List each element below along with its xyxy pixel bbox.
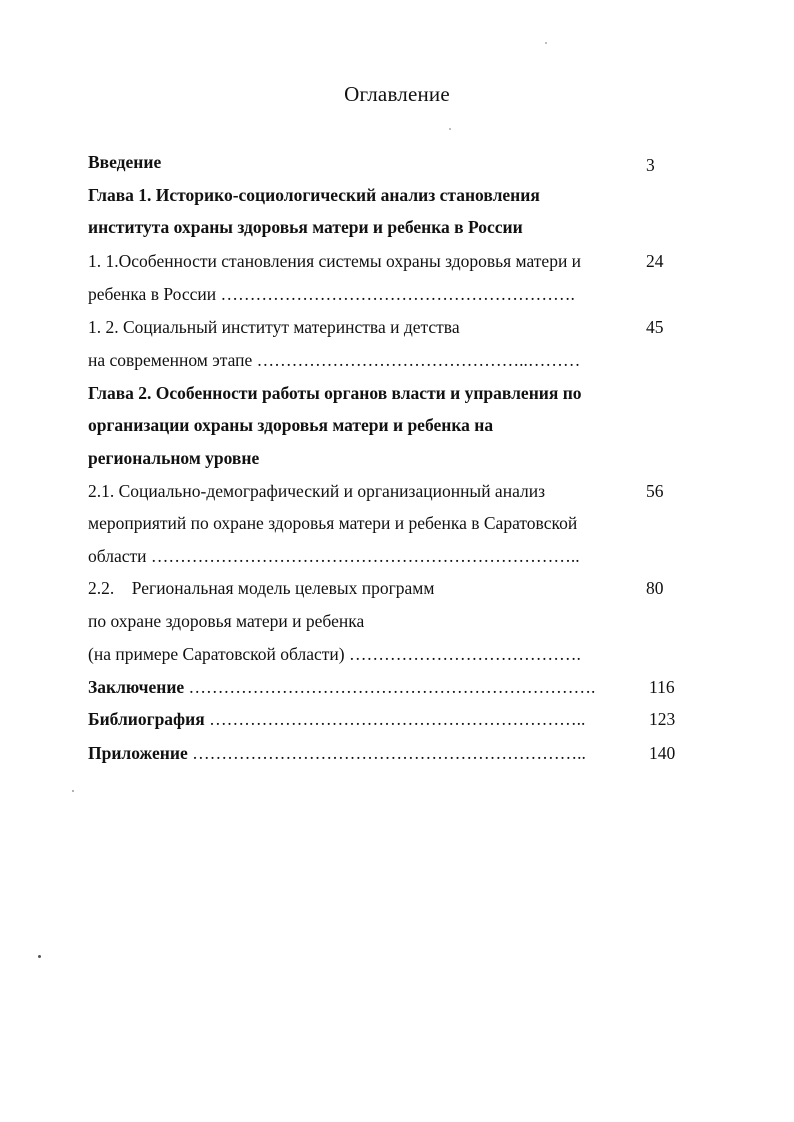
toc-bibliography-label: Библиография [88,709,205,729]
toc-appendix-label: Приложение [88,743,188,763]
toc-section-2-1-line1: 2.1. Социально-демографический и организационный анализ [88,481,545,501]
toc-section-1-2-page: 45 [646,317,664,337]
toc-chapter1-heading-line1: Глава 1. Историко-социологический анализ становления [88,185,540,205]
toc-intro-page: 3 [646,155,655,175]
toc-section-1-2-line1: 1. 2. Социальный институт материнства и детства [88,317,460,337]
toc-section-2-1-line2: мероприятий по охране здоровья матери и ребенка в Саратовской [88,513,578,533]
toc-section-1-1-line1: 1. 1.Особенности становления системы охраны здоровья матери и [88,251,582,271]
toc-chapter2-heading-line3: региональном уровне [88,448,260,468]
toc-bibliography-page: 123 [649,709,676,729]
toc-section-2-1-page: 56 [646,481,664,501]
scan-speck [545,42,547,44]
toc-section-1-1-line2: ребенка в России ……………………………………………………. [88,284,575,304]
toc-appendix-leader: ………………………………………………………….. [187,743,586,763]
toc-section-2-2-page: 80 [646,578,664,598]
toc-intro-label: Введение [88,152,162,172]
toc-chapter2-heading-line1: Глава 2. Особенности работы органов власти и управления по [88,383,582,403]
toc-appendix-page: 140 [649,743,676,763]
page-title: Оглавление [344,82,450,106]
scan-speck [38,955,41,958]
toc-chapter2-heading-line2: организации охраны здоровья матери и ребенка на [88,415,494,435]
toc-section-2-2-line1: 2.2. Региональная модель целевых программ [88,578,435,598]
scan-speck [72,790,74,792]
toc-conclusion-page: 116 [649,677,675,697]
toc-section-2-2-line3: (на примере Саратовской области) …………………………………. [88,644,581,664]
toc-section-1-1-page: 24 [646,251,664,271]
toc-section-1-2-line2: на современном этапе ………………………………………..……… [88,350,581,370]
toc-appendix-entry [88,742,586,764]
toc-conclusion-label: Заключение [88,677,185,697]
toc-chapter1-heading-line2: института охраны здоровья матери и ребенка в России [88,217,523,237]
toc-section-2-2-line2: по охране здоровья матери и ребенка [88,611,365,631]
toc-section-2-1-line3: области ……………………………………………………………….. [88,546,580,566]
toc-bibliography-entry [88,708,585,730]
scan-speck [449,128,451,130]
toc-conclusion-leader: ……………………………………………………………. [184,677,596,697]
toc-bibliography-leader: ……………………………………………………….. [204,709,586,729]
toc-conclusion-entry [88,676,595,698]
